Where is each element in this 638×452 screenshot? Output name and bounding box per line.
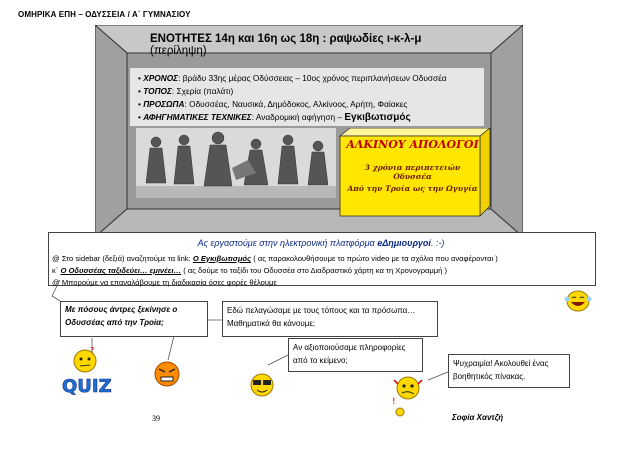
work-line-2: κ΄ Ο Οδυσσέας ταξιδεύει… εμινέει… ( ας δούμε το ταξίδι του Οδυσσέα στο Διαδραστικό χάρτη κα τη Χρονογραμμή ) — [52, 266, 448, 275]
page-header: ΟΜΗΡΙΚΑ ΕΠΗ – ΟΔΥΣΣΕΙΑ / Α΄ ΓΥΜΝΑΣΙΟΥ — [18, 10, 191, 19]
work-line-1: @ Στο sidebar (δεξιά) αναζητούμε τα link: Ο Εγκιβωτισμός ( ας παρακολουθήσουμε το πρώτο video με τα σχόλια που αναφέρονται ) — [52, 254, 498, 263]
work-line-3: @ Μπορούμε να επαναλάβουμε τη διαδικασία όσες φορές θέλουμε — [52, 278, 277, 287]
svg-text:!: ! — [392, 397, 396, 407]
info-techniques: • ΑΦΗΓΗΜΑΤΙΚΕΣ ΤΕΧΝΙΚΕΣ: Αναδρομική αφήγηση – Εγκιβωτισμός — [138, 112, 411, 123]
question-box: Με πόσους άντρες ξεκίνησε ο Οδυσσέας από την Τροία; — [60, 301, 208, 337]
places-box: Εδώ πελαγώσαμε με τους τόπους και τα πρόσωπα… Μαθηματικά θα κάνουμε; — [222, 301, 438, 337]
svg-text:?: ? — [90, 346, 95, 355]
cool-smiley-icon — [248, 372, 276, 398]
link-odysseas-taxidevei[interactable]: Ο Οδυσσέας ταξιδεύει… εμινέει… — [60, 266, 182, 275]
thinking-smiley-icon — [70, 346, 100, 374]
author-name: Σοφία Χαντζή — [452, 413, 504, 422]
quiz-label: QUIZ — [62, 376, 112, 396]
page-number: 39 — [152, 414, 160, 423]
info-persons: • ΠΡΟΣΩΠΑ: Οδυσσέας, Ναυσικά, Δημόδοκος, Αλκίνοος, Αρήτη, Φαίακες — [138, 99, 408, 109]
link-egkivotismos[interactable]: Ο Εγκιβωτισμός — [192, 254, 252, 263]
page-title: ΕΝΟΤΗΤΕΣ 14η και 16η ως 18η : ραψωδίες ι-κ-λ-μ (περίληψη) — [150, 33, 422, 57]
alkinou-line-2: Από την Τροία ως την Ωγυγία — [347, 184, 478, 193]
work-title: Ας εργαστούμε στην ηλεκτρονική πλατφόρμα eΔημιουργοί. :-) — [197, 238, 445, 248]
info-time: • ΧΡΟΝΟΣ: βράδυ 33ης μέρας Οδύσσειας – 10ος χρόνος περιπλανήσεων Οδυσσέα — [138, 73, 447, 83]
alkinou-title: ΑΛΚΙΝΟΥ ΑΠΟΛΟΓΟΙ — [346, 138, 479, 151]
info-box: Αν αξιοποιούσαμε πληροφορίες από το κείμενο; — [288, 338, 423, 372]
calm-box: Ψυχραιμία! Ακολουθεί ένας βοηθητικός πίνακας. — [448, 354, 570, 388]
alkinou-line-1: 3 χρόνια περιπετειών Οδυσσέα — [364, 163, 461, 181]
confused-smiley-icon — [388, 374, 428, 418]
angry-smiley-icon — [152, 360, 182, 388]
info-place: • ΤΟΠΟΣ: Σχερία (παλάτι) — [138, 86, 234, 96]
quiz-logo — [60, 374, 114, 396]
